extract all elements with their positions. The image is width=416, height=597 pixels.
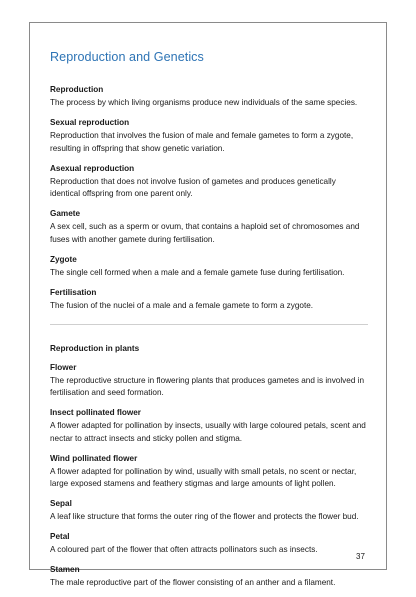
entry-definition: The male reproductive part of the flower consisting of an anther and a filament. [50, 578, 336, 587]
entry-definition: The single cell formed when a male and a female gamete fuse during fertilisation. [50, 267, 345, 277]
entry-definition: Reproduction that involves the fusion of male and female gametes to form a zygote, resulting in offspring that show genetic variation. [50, 131, 354, 153]
glossary-entry-flower [50, 362, 368, 400]
entry-term: Reproduction [50, 85, 104, 94]
page-title: Reproduction and Genetics [50, 50, 204, 64]
entry-term: Flower [50, 362, 77, 372]
entry-definition: A coloured part of the flower that often attracts pollinators such as insects. [50, 545, 318, 554]
page-content [50, 84, 368, 597]
entry-term: Gamete [50, 209, 81, 218]
entry-definition: The fusion of the nuclei of a male and a female gamete to form a zygote. [50, 300, 314, 310]
entry-definition: The reproductive structure in flowering plants that produces gametes and is involved in fertilisation and seed formation. [50, 375, 365, 397]
entry-definition: A leaf like structure that forms the outer ring of the flower and protects the flower bud. [50, 512, 359, 521]
glossary-entry-sexual-reproduction [50, 117, 368, 155]
entry-term: Zygote [50, 254, 77, 264]
glossary-entry-stamen [50, 564, 368, 590]
glossary-entry-petal [50, 531, 368, 557]
glossary-entry-wind-pollinated-flower [50, 453, 368, 491]
entry-term: Insect pollinated flower [50, 408, 141, 417]
entry-term: Sexual reproduction [50, 118, 130, 127]
entry-definition: The process by which living organisms produce new individuals of the same species. [50, 98, 358, 107]
glossary-entry-zygote [50, 254, 368, 280]
section-divider [50, 324, 368, 325]
entry-definition: A flower adapted for pollination by insects, usually with large coloured petals, scent and nectar to attract insects and sticky pollen and stigma. [50, 421, 366, 443]
entry-term: Asexual reproduction [50, 163, 135, 173]
section-heading: Reproduction in plants [50, 344, 140, 353]
entry-definition: A flower adapted for pollination by wind, usually with small petals, no scent or nectar, large exposed stamens and feathery stigmas and large amounts of light pollen. [50, 466, 357, 488]
glossary-entry-insect-pollinated-flower [50, 407, 368, 445]
glossary-entry-reproduction [50, 84, 368, 110]
entry-term: Sepal [50, 499, 72, 508]
entry-term: Stamen [50, 565, 80, 574]
page-number: 37 [356, 552, 365, 561]
entry-definition: Reproduction that does not involve fusion of gametes and produces genetically identical offspring from one parent only. [50, 176, 336, 198]
entry-term: Petal [50, 532, 70, 541]
entry-definition: A sex cell, such as a sperm or ovum, that contains a haploid set of chromosomes and fuses with another gamete during fertilisation. [50, 222, 360, 244]
glossary-entry-fertilisation [50, 287, 368, 313]
entry-term: Wind pollinated flower [50, 453, 138, 463]
glossary-entry-asexual-reproduction [50, 163, 368, 201]
glossary-entry-sepal [50, 498, 368, 524]
entry-term: Fertilisation [50, 287, 97, 297]
glossary-entry-gamete [50, 208, 368, 246]
